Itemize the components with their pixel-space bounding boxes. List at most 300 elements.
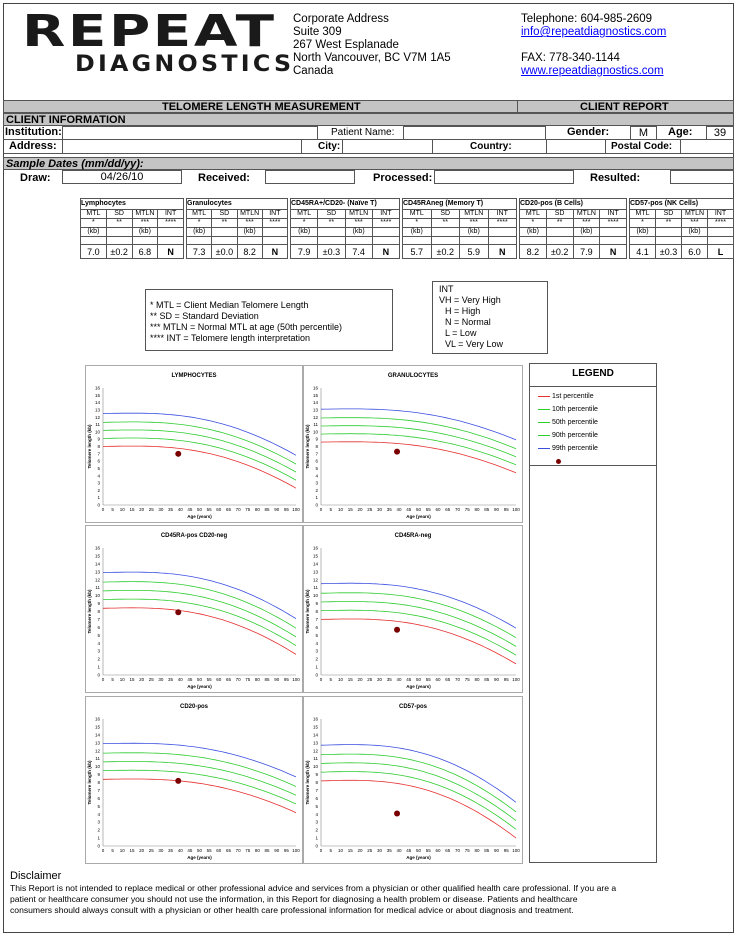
footnote: *** MTLN = Normal MTL at age (50th percentile) [150, 322, 342, 332]
client-data-point [394, 449, 400, 455]
fax: FAX: 778-340-1144 [521, 52, 620, 64]
int-value: L [708, 245, 734, 259]
legend-divider [530, 465, 656, 466]
mtln-value: 6.0 [682, 245, 708, 259]
address-field[interactable] [62, 139, 302, 154]
legend-item [530, 416, 656, 429]
x-tick-label: 55 [425, 848, 431, 853]
y-tick-label: 1 [97, 835, 100, 841]
legend-swatch [538, 396, 550, 397]
resulted-date[interactable] [670, 170, 734, 184]
y-tick-label: 4 [315, 640, 318, 646]
y-tick-label: 6 [97, 624, 100, 630]
x-tick-label: 35 [168, 677, 174, 682]
mtln-value: 5.9 [460, 245, 489, 259]
column-footnote-marker: ** [546, 219, 573, 228]
column-footnote-marker: *** [682, 219, 708, 228]
x-tick-label: 70 [235, 848, 241, 853]
legend-box [529, 363, 657, 863]
x-tick-label: 10 [337, 507, 344, 512]
y-tick-label: 8 [315, 609, 318, 614]
x-tick-label: 95 [283, 677, 289, 682]
x-tick-label: 85 [264, 677, 270, 682]
x-tick-label: 45 [187, 677, 193, 682]
website-link[interactable]: www.repeatdiagnostics.com [521, 65, 664, 77]
column-header: MTLN [132, 210, 158, 219]
y-tick-label: 0 [315, 502, 318, 508]
y-tick-label: 13 [94, 569, 100, 575]
y-tick-label: 8 [97, 444, 100, 449]
x-tick-label: 100 [512, 677, 520, 682]
y-tick-label: 3 [97, 819, 100, 825]
report-title: TELOMERE LENGTH MEASUREMENT [162, 101, 361, 113]
client-data-point [175, 609, 181, 615]
x-tick-label: 0 [319, 848, 323, 853]
x-tick-label: 95 [503, 848, 509, 853]
y-tick-label: 12 [312, 577, 318, 583]
result-table [402, 198, 517, 259]
x-tick-label: 60 [435, 507, 441, 512]
chart-svg [304, 697, 522, 863]
city-label: City: [318, 141, 341, 152]
y-tick-label: 6 [315, 624, 318, 630]
x-tick-label: 35 [168, 848, 174, 853]
y-tick-label: 14 [94, 561, 100, 567]
x-tick-label: 55 [206, 507, 212, 512]
percentile-line [321, 418, 516, 449]
column-header: SD [106, 210, 132, 219]
column-header: INT [158, 210, 184, 219]
mtln-value: 7.9 [573, 245, 600, 259]
x-tick-label: 100 [292, 507, 300, 512]
column-header: MTLN [573, 210, 600, 219]
unit-label: (kb) [291, 228, 318, 237]
contact-info [521, 13, 666, 78]
chart-title: CD57-pos [398, 704, 428, 710]
x-tick-label: 15 [347, 848, 353, 853]
y-axis-label: Telomere length (kb) [305, 589, 310, 634]
mtl-value: 7.9 [291, 245, 318, 259]
y-tick-label: 15 [312, 724, 318, 730]
chart-cd57-pos [303, 696, 523, 864]
result-table [629, 198, 734, 259]
y-tick-label: 2 [97, 487, 100, 493]
y-tick-label: 7 [315, 451, 318, 457]
x-tick-label: 60 [435, 677, 441, 682]
y-tick-label: 5 [97, 465, 100, 471]
mtl-value: 4.1 [630, 245, 656, 259]
y-tick-label: 11 [313, 422, 318, 428]
city-field[interactable] [342, 139, 433, 154]
address-line: Corporate Address [293, 13, 389, 25]
unit-label: (kb) [345, 228, 372, 237]
address-line: North Vancouver, BC V7M 1A5 [293, 52, 451, 64]
y-tick-label: 3 [315, 819, 318, 825]
percentile-line [103, 608, 296, 655]
column-header: MTLN [460, 210, 489, 219]
column-header: INT [488, 210, 517, 219]
x-tick-label: 25 [148, 507, 154, 512]
column-header: SD [431, 210, 460, 219]
x-tick-label: 50 [196, 677, 203, 682]
sd-value: ±0.0 [212, 245, 237, 259]
x-tick-label: 75 [464, 677, 470, 682]
chart-svg [86, 697, 302, 863]
column-footnote-marker: * [187, 219, 212, 228]
legend-item-label: 50th percentile [552, 419, 598, 426]
chart-cd45ra-neg [303, 525, 523, 693]
y-axis-label: Telomere length (kb) [87, 760, 92, 805]
y-tick-label: 15 [94, 392, 100, 398]
y-tick-label: 15 [312, 392, 318, 398]
y-tick-label: 16 [312, 716, 318, 722]
y-tick-label: 14 [312, 400, 318, 406]
gender-value[interactable]: M [630, 126, 657, 140]
x-tick-label: 80 [254, 677, 260, 682]
x-tick-label: 40 [396, 848, 402, 853]
x-tick-label: 90 [493, 677, 500, 682]
received-date[interactable] [265, 170, 355, 184]
x-tick-label: 5 [111, 677, 114, 682]
mtln-value: 8.2 [237, 245, 262, 259]
postal-code-field[interactable] [680, 139, 734, 154]
legend-item-label: 99th percentile [552, 445, 598, 452]
y-tick-label: 7 [315, 787, 318, 793]
x-tick-label: 65 [225, 848, 231, 853]
y-tick-label: 13 [312, 740, 318, 746]
legend-swatch [538, 422, 550, 423]
column-footnote-marker: **** [708, 219, 734, 228]
x-tick-label: 75 [245, 507, 251, 512]
sd-value: ±0.2 [106, 245, 132, 259]
age-value[interactable]: 39 [706, 126, 734, 140]
y-tick-label: 9 [315, 436, 318, 442]
x-tick-label: 70 [235, 677, 241, 682]
y-tick-label: 3 [97, 480, 100, 486]
x-tick-label: 85 [484, 848, 490, 853]
footnote: * MTL = Client Median Telomere Length [150, 300, 309, 310]
result-table-title: CD45RA+/CD20- (Naïve T) [291, 199, 400, 210]
x-tick-label: 40 [177, 848, 183, 853]
x-tick-label: 90 [274, 848, 280, 853]
legend-swatch [538, 448, 550, 449]
percentile-line [103, 599, 296, 646]
chart-cd20-pos [85, 696, 303, 864]
x-tick-label: 25 [367, 848, 373, 853]
y-tick-label: 16 [312, 385, 318, 391]
x-tick-label: 100 [292, 677, 300, 682]
column-header: SD [656, 210, 682, 219]
age-label: Age: [668, 126, 693, 138]
unit-label: (kb) [81, 228, 107, 237]
result-table-title: Granulocytes [187, 199, 288, 210]
x-tick-label: 60 [216, 677, 222, 682]
x-tick-label: 90 [493, 507, 500, 512]
x-tick-label: 0 [101, 677, 105, 682]
x-tick-label: 10 [337, 848, 344, 853]
legend-item [530, 403, 656, 416]
x-tick-label: 85 [264, 848, 270, 853]
x-tick-label: 95 [503, 677, 509, 682]
y-tick-label: 1 [97, 664, 100, 670]
y-tick-label: 13 [312, 569, 318, 575]
client-data-point [175, 778, 181, 784]
legend-item-label: 1st percentile [552, 393, 594, 400]
legend-items [530, 387, 656, 468]
mtl-value: 7.3 [187, 245, 212, 259]
y-tick-label: 4 [97, 473, 100, 479]
unit-label: (kb) [460, 228, 489, 237]
country-field[interactable] [546, 139, 606, 154]
legend-item [530, 442, 656, 455]
column-footnote-marker: **** [158, 219, 184, 228]
percentile-line [321, 442, 516, 473]
y-tick-label: 13 [312, 407, 318, 413]
y-tick-label: 0 [315, 843, 318, 849]
x-tick-label: 20 [357, 848, 363, 853]
institution-field[interactable] [62, 126, 318, 140]
column-header: SD [212, 210, 237, 219]
x-tick-label: 60 [216, 848, 222, 853]
x-tick-label: 80 [254, 848, 260, 853]
x-tick-label: 90 [493, 848, 500, 853]
x-tick-label: 20 [139, 677, 145, 682]
x-tick-label: 55 [206, 677, 212, 682]
x-tick-label: 50 [415, 848, 422, 853]
column-footnote-marker: *** [237, 219, 262, 228]
y-tick-label: 14 [312, 732, 318, 738]
legend-item-label: 10th percentile [552, 406, 598, 413]
x-tick-label: 0 [101, 507, 105, 512]
y-tick-label: 9 [315, 772, 318, 778]
unit-label: (kb) [132, 228, 158, 237]
percentile-line [321, 745, 516, 803]
title-bar [3, 100, 518, 113]
x-tick-label: 10 [119, 848, 125, 853]
x-tick-label: 40 [177, 677, 183, 682]
y-tick-label: 8 [315, 780, 318, 785]
percentile-line [103, 430, 296, 472]
column-footnote-marker: **** [600, 219, 627, 228]
y-tick-label: 6 [315, 458, 318, 464]
x-tick-label: 100 [512, 848, 520, 853]
x-tick-label: 70 [454, 848, 461, 853]
mtl-value: 7.0 [81, 245, 107, 259]
x-tick-label: 40 [177, 507, 183, 512]
column-header: MTL [630, 210, 656, 219]
column-footnote-marker: ** [431, 219, 460, 228]
y-tick-label: 11 [95, 756, 100, 762]
x-tick-label: 100 [292, 848, 300, 853]
y-tick-label: 5 [315, 465, 318, 471]
client-info-heading: CLIENT INFORMATION [6, 114, 126, 126]
y-tick-label: 8 [97, 780, 100, 785]
percentile-line [321, 434, 516, 465]
y-tick-label: 14 [94, 732, 100, 738]
y-tick-label: 6 [97, 458, 100, 464]
int-key-item: VH = Very High [439, 295, 501, 305]
column-footnote-marker: * [81, 219, 107, 228]
y-tick-label: 0 [97, 502, 100, 508]
x-tick-label: 80 [254, 507, 260, 512]
column-footnote-marker: ** [656, 219, 682, 228]
x-tick-label: 70 [235, 507, 241, 512]
y-tick-label: 1 [97, 495, 100, 501]
x-tick-label: 0 [319, 677, 323, 682]
column-header: SD [546, 210, 573, 219]
unit-label: (kb) [403, 228, 432, 237]
telephone: Telephone: 604-985-2609 [521, 13, 653, 25]
y-tick-label: 2 [315, 827, 318, 833]
y-tick-label: 2 [315, 487, 318, 493]
y-tick-label: 7 [97, 616, 100, 622]
x-tick-label: 75 [464, 848, 470, 853]
y-tick-label: 11 [313, 585, 318, 591]
x-tick-label: 60 [435, 848, 441, 853]
column-header: MTL [187, 210, 212, 219]
client-info-bar [3, 113, 734, 126]
x-tick-label: 0 [101, 848, 105, 853]
y-tick-label: 7 [97, 451, 100, 457]
client-data-point [394, 810, 400, 816]
y-tick-label: 10 [312, 429, 318, 435]
sd-value: ±0.2 [431, 245, 460, 259]
column-footnote-marker: *** [573, 219, 600, 228]
legend-swatch [538, 435, 550, 436]
chart-svg [304, 366, 522, 522]
x-tick-label: 50 [415, 507, 422, 512]
unit-label: (kb) [630, 228, 656, 237]
x-tick-label: 0 [319, 507, 323, 512]
y-tick-label: 9 [315, 601, 318, 607]
client-data-point [394, 627, 400, 633]
x-tick-label: 95 [283, 507, 289, 512]
x-tick-label: 45 [187, 848, 193, 853]
column-header: MTL [291, 210, 318, 219]
sd-value: ±0.2 [546, 245, 573, 259]
x-tick-label: 20 [139, 848, 145, 853]
country-label: Country: [470, 141, 512, 152]
x-tick-label: 15 [347, 677, 353, 682]
x-tick-label: 20 [357, 677, 363, 682]
result-table [519, 198, 627, 259]
y-tick-label: 14 [312, 561, 318, 567]
int-value: N [158, 245, 184, 259]
y-tick-label: 16 [94, 716, 100, 722]
y-tick-label: 10 [312, 593, 318, 599]
x-tick-label: 70 [454, 677, 461, 682]
column-header: INT [600, 210, 627, 219]
percentile-line [321, 619, 516, 664]
x-tick-label: 75 [245, 848, 251, 853]
x-tick-label: 35 [386, 848, 392, 853]
percentile-line [321, 583, 516, 628]
y-tick-label: 13 [94, 740, 100, 746]
y-tick-label: 9 [97, 436, 100, 442]
int-key-item: VL = Very Low [445, 339, 503, 349]
x-tick-label: 50 [196, 848, 203, 853]
processed-date[interactable] [434, 170, 574, 184]
chart-svg [86, 526, 302, 692]
x-tick-label: 20 [139, 507, 145, 512]
percentile-line [103, 422, 296, 464]
x-tick-label: 75 [245, 677, 251, 682]
footnotes-box [145, 289, 393, 351]
address-line: Canada [293, 65, 334, 77]
x-tick-label: 30 [158, 848, 164, 853]
x-tick-label: 80 [474, 677, 480, 682]
chart-svg [86, 366, 302, 522]
x-tick-label: 65 [225, 677, 231, 682]
legend-title: LEGEND [530, 364, 656, 387]
logo-repeat: REPEAT [22, 6, 277, 57]
x-tick-label: 10 [119, 507, 125, 512]
x-tick-label: 55 [206, 848, 212, 853]
y-tick-label: 5 [315, 803, 318, 809]
unit-label: (kb) [237, 228, 262, 237]
y-tick-label: 15 [94, 553, 100, 559]
x-tick-label: 80 [474, 848, 480, 853]
y-tick-label: 1 [315, 495, 318, 501]
corporate-address [293, 13, 451, 78]
x-tick-label: 25 [148, 848, 154, 853]
chart-title: CD20-pos [179, 704, 209, 710]
x-axis-label: Age (years) [187, 514, 212, 519]
x-tick-label: 10 [119, 677, 125, 682]
y-tick-label: 0 [315, 672, 318, 678]
percentile-line [103, 753, 296, 787]
x-tick-label: 35 [386, 677, 392, 682]
y-tick-label: 12 [94, 748, 100, 754]
result-table-title: CD57-pos (NK Cells) [630, 199, 734, 210]
y-tick-label: 16 [94, 545, 100, 551]
y-tick-label: 10 [94, 429, 100, 435]
y-tick-label: 9 [97, 772, 100, 778]
y-tick-label: 15 [312, 553, 318, 559]
y-tick-label: 8 [97, 609, 100, 614]
draw-label: Draw: [20, 172, 51, 184]
x-tick-label: 5 [329, 848, 333, 853]
email-link[interactable]: info@repeatdiagnostics.com [521, 26, 667, 38]
chart-svg [304, 526, 522, 692]
institution-label: Institution: [5, 126, 62, 138]
patient-name-field[interactable] [403, 126, 546, 140]
x-tick-label: 95 [503, 507, 509, 512]
x-axis-label: Age (years) [187, 855, 212, 860]
x-tick-label: 65 [445, 507, 451, 512]
y-tick-label: 0 [97, 672, 100, 678]
draw-date[interactable]: 04/26/10 [62, 170, 182, 184]
x-tick-label: 60 [216, 507, 222, 512]
column-footnote-marker: *** [132, 219, 158, 228]
unit-label: (kb) [520, 228, 547, 237]
legend-item [530, 455, 656, 468]
x-tick-label: 35 [386, 507, 392, 512]
x-tick-label: 55 [425, 507, 431, 512]
x-tick-label: 35 [168, 507, 174, 512]
y-axis-label: Telomere length (kb) [87, 424, 92, 469]
y-tick-label: 4 [97, 811, 100, 817]
result-table [290, 198, 400, 259]
result-table-title: Lymphocytes [81, 199, 184, 210]
chart-title: GRANULOCYTES [387, 373, 439, 379]
y-tick-label: 4 [97, 640, 100, 646]
percentile-line [321, 426, 516, 457]
column-footnote-marker: * [520, 219, 547, 228]
y-tick-label: 12 [312, 748, 318, 754]
footnote: **** INT = Telomere length interpretation [150, 333, 311, 343]
int-value: N [488, 245, 517, 259]
